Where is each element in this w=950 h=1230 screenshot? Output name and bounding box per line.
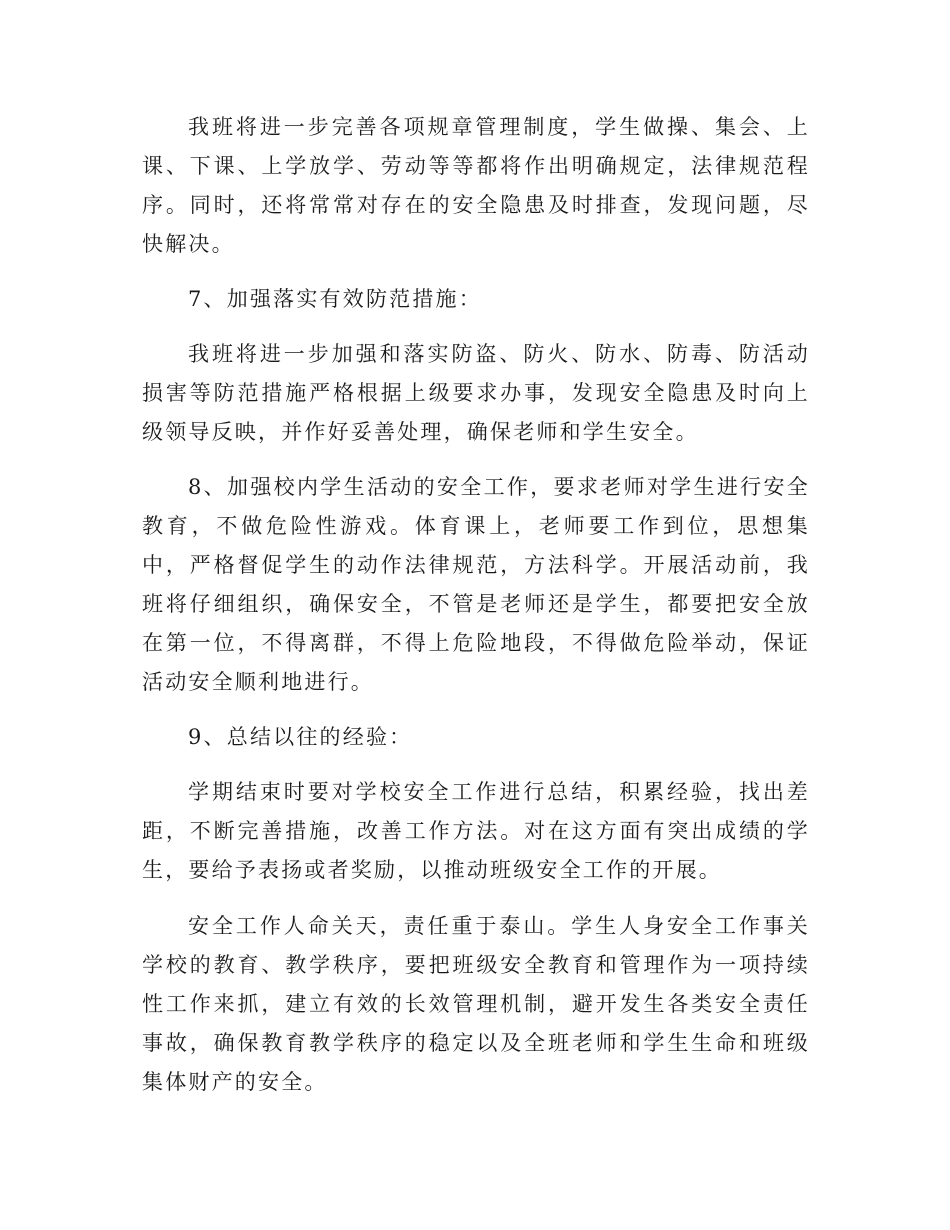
- paragraph-rules: 我班将进一步完善各项规章管理制度，学生做操、集会、上课、下课、上学放学、劳动等等都将作出明确规定，法律规范程序。同时，还将常常对存在的安全隐患及时排查，发现问题，尽快解决。: [142, 115, 810, 256]
- paragraph-prevention: 我班将进一步加强和落实防盗、防火、防水、防毒、防活动损害等防范措施严格根据上级要求办事，发现安全隐患及时向上级领导反映，并作好妥善处理，确保老师和学生安全。: [142, 342, 810, 444]
- heading-item-9: 9、总结以往的经验：: [188, 725, 413, 749]
- heading-item-7: 7、加强落实有效防范措施：: [188, 287, 482, 311]
- paragraph-conclusion: 安全工作人命关天，责任重于泰山。学生人身安全工作事关学校的教育、教学秩序，要把班级安全教育和管理作为一项持续性工作来抓，建立有效的长效管理机制，避开发生各类安全责任事故，确保教育教学秩序的稳定以及全班老师和学生生命和班级集体财产的安全。: [142, 914, 810, 1094]
- paragraph-summary: 学期结束时要对学校安全工作进行总结，积累经验，找出差距，不断完善措施，改善工作方法。对在这方面有突出成绩的学生，要给予表扬或者奖励，以推动班级安全工作的开展。: [142, 780, 810, 882]
- paragraph-item-8: 8、加强校内学生活动的安全工作，要求老师对学生进行安全教育，不做危险性游戏。体育课上，老师要工作到位，思想集中，严格督促学生的动作法律规范，方法科学。开展活动前，我班将仔细组织，确保安全，不管是老师还是学生，都要把安全放在第一位，不得离群，不得上危险地段，不得做危险举动，保证活动安全顺利地进行。: [142, 475, 810, 694]
- document-page: [142, 108, 810, 1102]
